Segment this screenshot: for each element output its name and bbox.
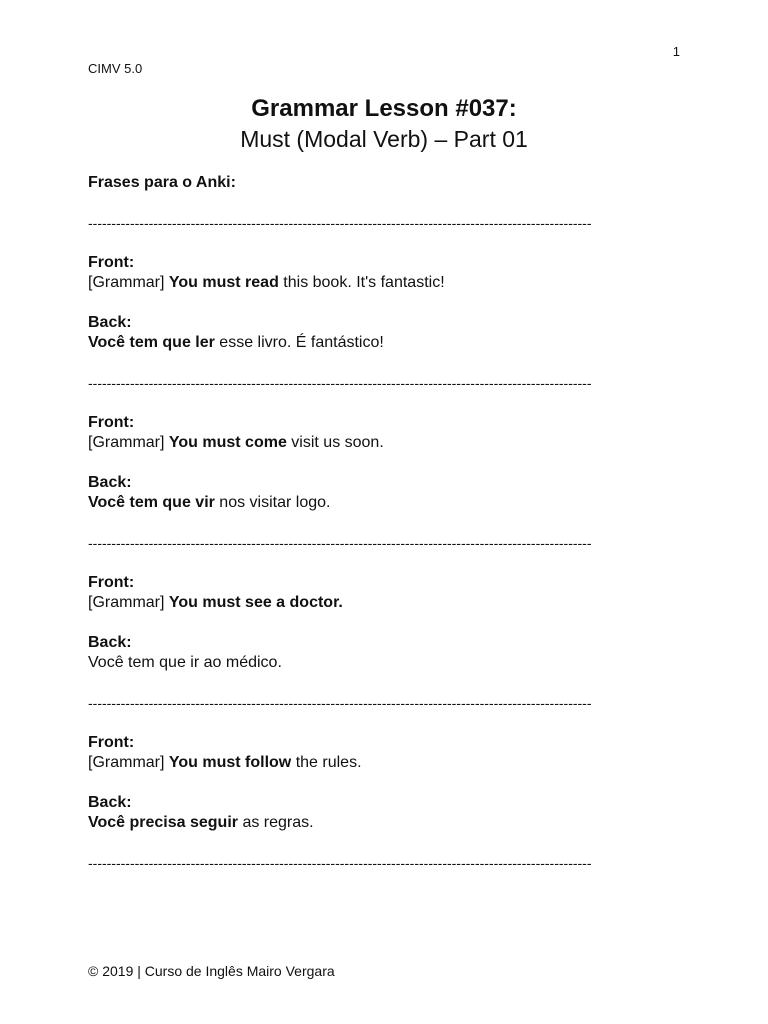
front-sentence: [88, 433, 678, 453]
back-sentence: [88, 493, 678, 513]
title-block: [0, 94, 768, 154]
flashcard: [88, 733, 678, 833]
front-rest: the rules.: [291, 754, 362, 771]
section-heading: Frases para o Anki:: [88, 174, 236, 191]
front-highlight: You must see a doctor.: [168, 594, 343, 611]
back-sentence: [88, 333, 678, 353]
front-sentence: [88, 593, 678, 613]
divider: ------------------------------------------------------------------------------------------------------------: [88, 695, 592, 711]
front-sentence: [88, 753, 678, 773]
lesson-title: Grammar Lesson #037:: [251, 95, 517, 122]
lesson-content: [88, 173, 678, 873]
front-rest: this book. It's fantastic!: [278, 274, 445, 291]
back-rest: Você tem que ir ao médico.: [88, 654, 282, 671]
front-highlight: You must come: [168, 434, 287, 451]
front-sentence: [88, 273, 678, 293]
back-label: Back:: [88, 474, 132, 491]
back-rest: nos visitar logo.: [214, 494, 331, 511]
footer-copyright: © 2019 | Curso de Inglês Mairo Vergara: [88, 963, 335, 979]
document-code: CIMV 5.0: [88, 61, 143, 76]
back-label: Back:: [88, 794, 132, 811]
flashcard: [88, 573, 678, 673]
flashcard: [88, 253, 678, 353]
front-highlight: You must follow: [168, 754, 292, 771]
back-sentence: [88, 813, 678, 833]
back-highlight: Você precisa seguir: [88, 814, 238, 831]
front-rest: visit us soon.: [286, 434, 384, 451]
front-prefix: [Grammar]: [88, 274, 169, 291]
back-sentence: [88, 653, 678, 673]
front-label: Front:: [88, 254, 135, 271]
flashcard: [88, 413, 678, 513]
divider: ------------------------------------------------------------------------------------------------------------: [88, 855, 592, 871]
front-label: Front:: [88, 574, 135, 591]
front-label: Front:: [88, 734, 135, 751]
back-rest: esse livro. É fantástico!: [214, 334, 384, 351]
back-label: Back:: [88, 634, 132, 651]
page-number: 1: [672, 44, 680, 59]
front-highlight: You must read: [168, 274, 279, 291]
lesson-subtitle: Must (Modal Verb) – Part 01: [240, 126, 528, 152]
back-label: Back:: [88, 314, 132, 331]
back-rest: as regras.: [238, 814, 314, 831]
divider: ------------------------------------------------------------------------------------------------------------: [88, 215, 592, 231]
front-prefix: [Grammar]: [88, 594, 169, 611]
back-highlight: Você tem que vir: [88, 494, 215, 511]
front-label: Front:: [88, 414, 135, 431]
divider: ------------------------------------------------------------------------------------------------------------: [88, 375, 592, 391]
front-prefix: [Grammar]: [88, 434, 169, 451]
front-prefix: [Grammar]: [88, 754, 169, 771]
divider: ------------------------------------------------------------------------------------------------------------: [88, 535, 592, 551]
back-highlight: Você tem que ler: [88, 334, 215, 351]
